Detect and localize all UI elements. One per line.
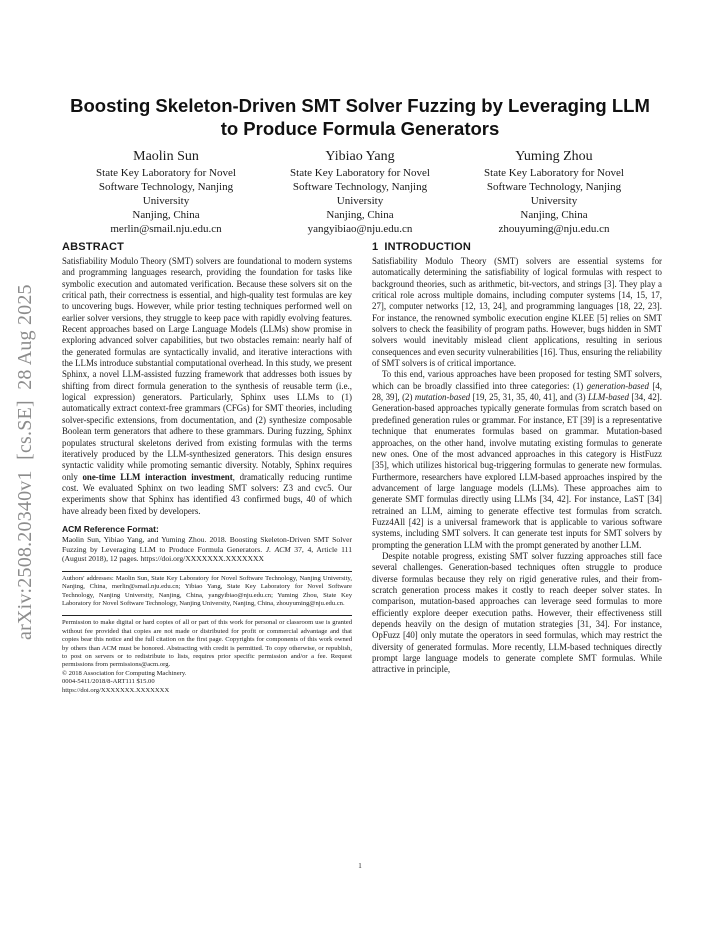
author-name: Yibiao Yang bbox=[325, 149, 395, 164]
system-name: Sphinx bbox=[240, 392, 266, 403]
emphasis: one-time LLM interaction investment bbox=[82, 471, 233, 482]
issn-line: 0004-5411/2018/8-ART111 $15.00 bbox=[62, 678, 155, 686]
author-affiliation: Software Technology, Nanjing bbox=[486, 181, 622, 193]
right-column bbox=[372, 240, 662, 676]
acm-reference-text: Maolin Sun, Yibiao Yang, and Yuming Zhou. 2018. Boosting Skeleton-Driven SMT Solver Fuzzing by Leveraging LLM to Produce Formula Generators. J. ACM 37, 4, Article 111 (August 2018), 12 pages. https://doi.org/XXXXXXX.XXXXXXX bbox=[62, 534, 352, 564]
section-number: 1 bbox=[372, 241, 379, 253]
author-name: Yuming Zhou bbox=[515, 149, 593, 164]
author-block bbox=[68, 148, 264, 236]
intro-paragraph: Satisfiability Modulo Theory (SMT) solvers are essential systems for automatically determining the satisfiability of logical formulas with respect to background theories, such as arithmetic, bit-vectors, and strings [3]. They play a critical role across multiple domains, including computer systems [14, 15, 17, 27], computer networks [12, 13, 24], and programming languages [18, 22, 23]. For instance, the renowned symbolic execution engine KLEE [5] relies on SMT solvers to check the feasibility of program paths. However, bugs hidden in SMT solvers would inevitably mislead client applications, resulting in serious consequences and even security vulnerabilities [16]. Thus, ensuring the reliability of SMT solvers is of critical importance. bbox=[372, 256, 662, 369]
author-affiliation: University bbox=[530, 195, 578, 207]
permission-notice: Permission to make digital or hard copies of all or part of this work for personal or classroom use is granted without fee provided that copies are not made or distributed for profit or commercial advantage and that copies bear this notice and the full citation on the first page. Copyrights for components of this work owned by others than ACM must be honored. Abstracting with credit is permitted. To copy otherwise, or republish, to post on servers or to redistribute to lists, requires prior specific permission and/or a fee. Request permissions from permissions@acm.org. bbox=[62, 619, 352, 669]
acm-reference-heading: ACM Reference Format: bbox=[62, 523, 159, 534]
doi-link[interactable]: https://doi.org/XXXXXXX.XXXXXXX bbox=[62, 686, 170, 694]
authors-addresses: Authors' addresses: Maolin Sun, State Key Laboratory for Novel Software Technology, Nanjing University, Nanjing, China, merlin@smail.nju.edu.cn; Yibiao Yang, State Key Laboratory for Novel Software Technology, Nanjing University, Nanjing, China, yangyibiao@nju.edu.cn; Yuming Zhou, State Key Laboratory for Novel Software Technology, Nanjing University, Nanjing, China, zhouyuming@nju.edu.cn. bbox=[62, 574, 352, 607]
system-name: Sphinx bbox=[62, 369, 88, 380]
section-title: INTRODUCTION bbox=[384, 241, 472, 253]
introduction-heading bbox=[372, 240, 662, 254]
author-affiliation: State Key Laboratory for Novel bbox=[96, 167, 236, 179]
system-name: Sphinx bbox=[326, 426, 352, 437]
divider bbox=[62, 571, 352, 572]
author-affiliation: Software Technology, Nanjing bbox=[292, 181, 428, 193]
emphasis: LLM-based bbox=[588, 392, 629, 403]
system-name: Sphinx bbox=[294, 460, 321, 471]
page-number: 1 bbox=[358, 862, 362, 870]
author-affiliation: Software Technology, Nanjing bbox=[98, 181, 234, 193]
author-affiliation: State Key Laboratory for Novel bbox=[484, 167, 624, 179]
author-location: Nanjing, China bbox=[132, 209, 200, 221]
intro-paragraph: To this end, various approaches have been proposed for testing SMT solvers, which can be broadly classified into three categories: (1) generation-based [4, 28, 39], (2) mutation-based [19, 25, 31, 35, 40, 41], and (3) LLM-based [34, 42]. Generation-based approaches typically generate formulas from scratch based on predefined generation rules or grammar. For instance, ET [39] is a representative technique that enumerates formulas based on grammar. Mutation-based approaches, on the other hand, involve mutating existing formulas to generate new ones. One of the most advanced approaches in this category is HistFuzz [35], which utilizes historical bug-triggering formulas to generate new formulas. Furthermore, researchers have explored LLM-based approaches inspired by the advancement of large language models (LLMs). These approaches aim to generate SMT formulas directly using LLMs [34, 42]. For instance, LaST [34] retrained an LLM, aiming to generate effective test formulas from scratch. Fuzz4All [42] is a universal framework that is applicable to various software systems, including SMT solvers. It can generate test inputs for SMT solvers by prompting the generation LLM with the prompt generated by another LLM. bbox=[372, 369, 662, 550]
author-affiliation: State Key Laboratory for Novel bbox=[290, 167, 430, 179]
system-name: Sphinx bbox=[137, 482, 163, 493]
abstract-heading: ABSTRACT bbox=[62, 241, 125, 253]
paper-title: Boosting Skeleton-Driven SMT Solver Fuzzing by Leveraging LLM to Produce Formula Generators bbox=[70, 95, 650, 139]
abstract-text: Satisfiability Modulo Theory (SMT) solvers are foundational to modern systems and programming languages research, providing the foundation for tasks like symbolic execution and automated verification. Because these solvers sit on the critical path, their correctness is essential, and high-quality test formulas are key to uncovering bugs. However, while prior testing techniques performed well on earlier solver versions, they struggle to keep pace with rapidly evolving features. Recent approaches based on Large Language Models (LLMs) show promise in exploring advanced solver capabilities, but two obstacles remain: nearly half of the generated formulas are syntactically invalid, and iterative interactions with the LLMs introduce substantial computational overhead. In this study, we present Sphinx, a novel LLM-assisted fuzzing framework that addresses both issues by shifting from direct formula generation to the synthesis of reusable term (i.e., logical expression) generators. Particularly, Sphinx uses LLMs to (1) automatically extract context-free grammars (CFGs) for SMT theories, including solver-specific extensions, from documentation, and (2) synthesize composable Boolean term generators that adhere to these grammars. During fuzzing, Sphinx populates structural skeletons derived from existing formulas with the terms iteratively produced by the LLM-synthesized generators. This design ensures syntactic validity while promoting semantic diversity. Notably, Sphinx requires only one-time LLM interaction investment, dramatically reducing runtime cost. We evaluated Sphinx on two leading SMT solvers: Z3 and cvc5. Our experiments show that Sphinx has identified 43 confirmed bugs, 40 of which have already been fixed by developers. bbox=[62, 256, 352, 516]
author-block bbox=[456, 148, 652, 236]
author-email: merlin@smail.nju.edu.cn bbox=[110, 223, 222, 235]
author-email: zhouyuming@nju.edu.cn bbox=[498, 223, 610, 235]
divider bbox=[62, 615, 352, 616]
author-location: Nanjing, China bbox=[326, 209, 394, 221]
author-affiliation: University bbox=[336, 195, 384, 207]
author-location: Nanjing, China bbox=[520, 209, 588, 221]
arxiv-identifier: arXiv:2508.20340v1 [cs.SE] 28 Aug 2025 bbox=[14, 284, 36, 640]
emphasis: mutation-based bbox=[414, 392, 471, 403]
journal-name: J. ACM bbox=[265, 544, 291, 554]
author-block bbox=[262, 148, 458, 236]
copyright-line: © 2018 Association for Computing Machinery. bbox=[62, 669, 187, 677]
emphasis: generation-based bbox=[586, 380, 649, 391]
intro-paragraph: Despite notable progress, existing SMT solver fuzzing approaches still face several challenges. Generation-based techniques often struggle to produce diverse formulas because they rely on rigid generative rules, and their from-scratch generation process makes it costly to reach deeper solver states. In comparison, mutation-based approaches can leverage seed formulas to more efficiently explore deeper execution paths. However, their effectiveness still depends heavily on the design of mutation strategies [31, 34]. For instance, OpFuzz [40] only mutate the operators in seed formulas, which may restrict the diversity of generated formulas. More recently, LLM-based techniques directly prompt large language models to generate complete SMT formulas. While attractive in principle, bbox=[372, 550, 662, 675]
left-column bbox=[62, 240, 352, 695]
author-name: Maolin Sun bbox=[133, 149, 199, 164]
author-affiliation: University bbox=[142, 195, 190, 207]
system-name: Sphinx bbox=[148, 494, 174, 505]
author-email: yangyibiao@nju.edu.cn bbox=[307, 223, 413, 235]
